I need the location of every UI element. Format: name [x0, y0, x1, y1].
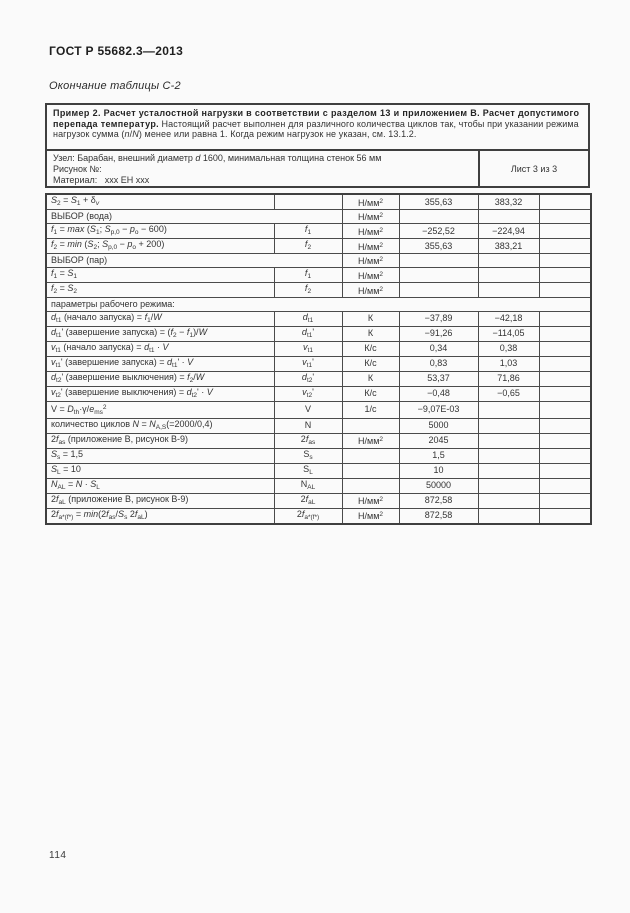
table-row — [46, 401, 591, 418]
formula-cell: $S_L = 10$ — [46, 463, 274, 478]
unit-cell: $Н/мм^2$ — [342, 239, 399, 254]
value-col2-cell: 383,21 — [478, 239, 539, 254]
value-col1-cell: 1,5 — [399, 448, 478, 463]
unit-cell: $Н/мм^2$ — [342, 508, 399, 524]
formula-cell: $2f_{aL}$ (приложение В, рисунок В-9) — [46, 493, 274, 508]
table-row — [46, 283, 591, 298]
formula-cell: $f_1 = \max (S_1$; $S_{p,0} - p_o - 600$) — [46, 224, 274, 239]
table-row — [46, 311, 591, 326]
symbol-cell: $2f_{as}$ — [274, 433, 342, 448]
example-note: Настоящий расчет выполнен для различного количества циклов так, чтобы при указании режима нагрузок сумма (n/N) менее или равна 1. Когда режим нагрузок не указан, см. 13.1.2. — [53, 118, 579, 139]
table-row — [46, 493, 591, 508]
value-col2-cell: −0,65 — [478, 386, 539, 401]
value-col3-cell — [539, 210, 591, 224]
value-col1-cell — [399, 268, 478, 283]
value-col3-cell — [539, 418, 591, 433]
formula-cell: $f_2 = S_2$ — [46, 283, 274, 298]
formula-cell: $d_{t1}'$ (завершение запуска) = $(f_2 - f_1)/W$ — [46, 326, 274, 341]
unit-cell: К — [342, 311, 399, 326]
value-col2-cell: −114,05 — [478, 326, 539, 341]
formula-cell: $d_{t2}'$ (завершение выключения) = $f_2/W$ — [46, 371, 274, 386]
material-line: Материал: xxx ЕН xxx — [53, 174, 150, 185]
unit-cell: $Н/мм^2$ — [342, 283, 399, 298]
table-row — [46, 224, 591, 239]
value-col1-cell: 0,34 — [399, 341, 478, 356]
table-row — [46, 194, 591, 210]
unit-cell: $Н/мм^2$ — [342, 210, 399, 224]
symbol-cell: $d_{t2}'$ — [274, 371, 342, 386]
table-row — [46, 371, 591, 386]
component-info-cell — [47, 151, 478, 186]
sheet-number-cell — [478, 151, 588, 186]
doc-code: ГОСТ Р 55682.3—2013 — [49, 44, 184, 58]
example-title: Пример 2. Расчет усталостной нагрузки в соответствии с разделом 13 и приложением В. Расчет допустимого перепада температур. — [53, 108, 580, 129]
value-col1-cell: −0,48 — [399, 386, 478, 401]
example-header-box — [45, 103, 590, 151]
value-col3-cell — [539, 493, 591, 508]
unit-cell — [342, 463, 399, 478]
unit-cell — [342, 418, 399, 433]
value-col2-cell — [478, 448, 539, 463]
symbol-cell: $N_{AL}$ — [274, 478, 342, 493]
formula-cell: $v_{t1}'$ (завершение запуска) = $d_{t1}' \cdot V$ — [46, 356, 274, 371]
unit-cell: $Н/мм^2$ — [342, 254, 399, 268]
table-caption: Окончание таблицы С-2 — [49, 80, 181, 92]
value-col3-cell — [539, 239, 591, 254]
value-col1-cell — [399, 254, 478, 268]
value-col3-cell — [539, 478, 591, 493]
value-col2-cell: 1,03 — [478, 356, 539, 371]
symbol-cell: $2f_{aL}$ — [274, 493, 342, 508]
table-row — [46, 356, 591, 371]
formula-cell: $f_2 = \min (S_2$; $S_{p,0} - p_o + 200$) — [46, 239, 274, 254]
value-col3-cell — [539, 433, 591, 448]
value-col1-cell: 53,37 — [399, 371, 478, 386]
calc-table — [45, 193, 592, 525]
symbol-cell: $2f_{a*(f*)}$ — [274, 508, 342, 524]
value-col2-cell: −42,18 — [478, 311, 539, 326]
value-col2-cell — [478, 493, 539, 508]
value-col1-cell: 872,58 — [399, 508, 478, 524]
formula-cell: $V = D_{th}\cdot\gamma/e_{ms}^2$ — [46, 401, 274, 418]
section-label-cell: параметры рабочего режима: — [46, 298, 591, 312]
value-col3-cell — [539, 371, 591, 386]
formula-cell: ВЫБОР (вода) — [46, 210, 342, 224]
value-col2-cell: 0,38 — [478, 341, 539, 356]
unit-cell — [342, 478, 399, 493]
symbol-cell: $v_{t1}'$ — [274, 356, 342, 371]
formula-cell: $N_{AL} = N \cdot S_L$ — [46, 478, 274, 493]
unit-cell: 1/с — [342, 401, 399, 418]
table-row — [46, 210, 591, 224]
value-col1-cell: −37,89 — [399, 311, 478, 326]
symbol-cell — [274, 194, 342, 210]
formula-cell: $d_{t1}$ (начало запуска) = $f_1/W$ — [46, 311, 274, 326]
figure-line: Рисунок №: — [53, 163, 102, 174]
unit-cell: К/с — [342, 341, 399, 356]
component-info-box — [45, 149, 590, 188]
value-col3-cell — [539, 254, 591, 268]
unit-cell: К — [342, 326, 399, 341]
unit-cell: К/с — [342, 386, 399, 401]
value-col2-cell — [478, 254, 539, 268]
value-col3-cell — [539, 311, 591, 326]
value-col2-cell — [478, 418, 539, 433]
formula-cell: $2f_{a*(f*)} = \min(2f_{as}/S_s$ $2f_{aL}$) — [46, 508, 274, 524]
value-col1-cell: 10 — [399, 463, 478, 478]
value-col2-cell — [478, 283, 539, 298]
formula-cell: $2f_{as}$ (приложение В, рисунок В-9) — [46, 433, 274, 448]
value-col3-cell — [539, 386, 591, 401]
table-row — [46, 463, 591, 478]
formula-cell: $f_1 = S_1$ — [46, 268, 274, 283]
value-col3-cell — [539, 224, 591, 239]
value-col3-cell — [539, 326, 591, 341]
value-col3-cell — [539, 356, 591, 371]
value-col3-cell — [539, 448, 591, 463]
value-col2-cell — [478, 508, 539, 524]
unit-line: Узел: Барабан, внешний диаметр d 1600, минимальная толщина стенок 56 мм — [53, 153, 382, 163]
value-col1-cell: 355,63 — [399, 239, 478, 254]
value-col2-cell — [478, 433, 539, 448]
symbol-cell: $f_2$ — [274, 239, 342, 254]
value-col3-cell — [539, 283, 591, 298]
value-col3-cell — [539, 508, 591, 524]
formula-cell: ВЫБОР (пар) — [46, 254, 342, 268]
symbol-cell: $v_{t2}'$ — [274, 386, 342, 401]
formula-cell: $S_s = 1,5$ — [46, 448, 274, 463]
value-col1-cell — [399, 283, 478, 298]
value-col1-cell — [399, 210, 478, 224]
unit-cell — [342, 448, 399, 463]
value-col1-cell: −91,26 — [399, 326, 478, 341]
value-col1-cell: −252,52 — [399, 224, 478, 239]
value-col3-cell — [539, 194, 591, 210]
symbol-cell: N — [274, 418, 342, 433]
value-col2-cell: −224,94 — [478, 224, 539, 239]
table-row — [46, 478, 591, 493]
value-col3-cell — [539, 268, 591, 283]
page-number: 114 — [49, 850, 67, 861]
table-row — [46, 298, 591, 312]
value-col1-cell: 5000 — [399, 418, 478, 433]
table-row — [46, 341, 591, 356]
unit-cell: $Н/мм^2$ — [342, 268, 399, 283]
symbol-cell: $S_s$ — [274, 448, 342, 463]
sheet-number-label: Лист 3 из 3 — [510, 163, 558, 174]
value-col3-cell — [539, 401, 591, 418]
symbol-cell: $d_{t1}$ — [274, 311, 342, 326]
table-row — [46, 326, 591, 341]
table-row — [46, 448, 591, 463]
value-col1-cell: 2045 — [399, 433, 478, 448]
unit-cell: $Н/мм^2$ — [342, 194, 399, 210]
value-col1-cell: 0,83 — [399, 356, 478, 371]
value-col2-cell: 383,32 — [478, 194, 539, 210]
formula-cell: количество циклов $N = N_{A,S}(=2000/0,4)$ — [46, 418, 274, 433]
unit-cell: К — [342, 371, 399, 386]
table-row — [46, 386, 591, 401]
table-row — [46, 268, 591, 283]
unit-cell: $Н/мм^2$ — [342, 433, 399, 448]
value-col3-cell — [539, 463, 591, 478]
value-col1-cell: −9,07E-03 — [399, 401, 478, 418]
table-row — [46, 239, 591, 254]
value-col1-cell: 872,58 — [399, 493, 478, 508]
value-col2-cell: 71,86 — [478, 371, 539, 386]
value-col2-cell — [478, 478, 539, 493]
unit-cell: $Н/мм^2$ — [342, 224, 399, 239]
value-col2-cell — [478, 210, 539, 224]
table-row — [46, 433, 591, 448]
value-col2-cell — [478, 463, 539, 478]
calc-table-body — [46, 194, 591, 524]
formula-cell: $v_{t2}'$ (завершение выключения) = $d_{t2}' \cdot V$ — [46, 386, 274, 401]
symbol-cell: $f_2$ — [274, 283, 342, 298]
table-row — [46, 508, 591, 524]
unit-cell: $Н/мм^2$ — [342, 493, 399, 508]
symbol-cell: $S_L$ — [274, 463, 342, 478]
value-col1-cell: 355,63 — [399, 194, 478, 210]
value-col3-cell — [539, 341, 591, 356]
symbol-cell: $f_1$ — [274, 224, 342, 239]
value-col2-cell — [478, 268, 539, 283]
table-row — [46, 254, 591, 268]
value-col1-cell: 50000 — [399, 478, 478, 493]
unit-cell: К/с — [342, 356, 399, 371]
formula-cell: $v_{t1}$ (начало запуска) = $d_{t1} \cdot V$ — [46, 341, 274, 356]
symbol-cell: $d_{t1}'$ — [274, 326, 342, 341]
value-col2-cell — [478, 401, 539, 418]
formula-cell: $S_2 = S_1 + \delta_v$ — [46, 194, 274, 210]
symbol-cell: $v_{t1}$ — [274, 341, 342, 356]
symbol-cell: V — [274, 401, 342, 418]
symbol-cell: $f_1$ — [274, 268, 342, 283]
table-row — [46, 418, 591, 433]
